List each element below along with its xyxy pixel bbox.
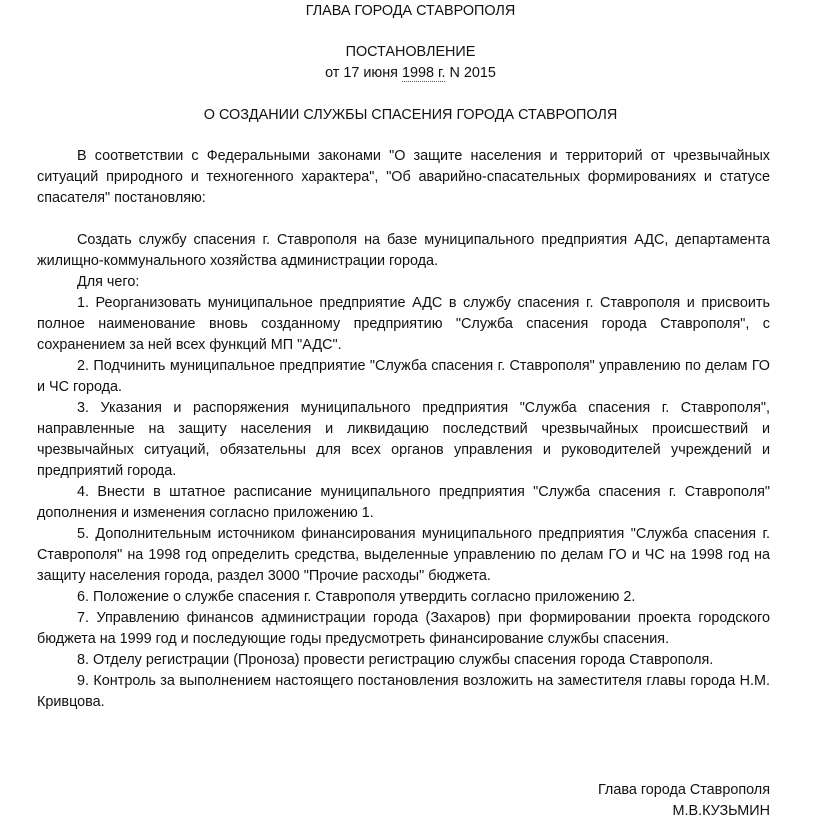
list-item: 2. Подчинить муниципальное предприятие "Служба спасения г. Ставрополя" управлению по делам ГО и ЧС города.: [37, 358, 770, 395]
list-item: 1. Реорганизовать муниципальное предприятие АДС в службу спасения г. Ставрополя и присвоить полное наименование вновь созданному предприятию "Служба спасения города Ставрополя", с сохранением за ней всех функций МП "АДС".: [37, 295, 770, 353]
date-year: 1998 г.: [401, 65, 446, 81]
document-type: ПОСТАНОВЛЕНИЕ: [345, 44, 476, 60]
purpose-lead: Для чего:: [77, 274, 140, 290]
list-item: 8. Отделу регистрации (Проноза) провести регистрацию службы спасения города Ставрополя.: [77, 652, 714, 668]
date-prefix: от 17 июня: [325, 65, 402, 81]
decision-paragraph: Создать службу спасения г. Ставрополя на базе муниципального предприятия АДС, департамента жилищно-коммунального хозяйства администрации города.: [37, 232, 770, 269]
document-body: [37, 146, 770, 713]
preamble-paragraph: В соответствии с Федеральными законами "О защите населения и территорий от чрезвычайных ситуаций природного и техногенного характера", "Об аварийно-спасательных формированиях и статусе спасателя" постановляю:: [37, 148, 770, 206]
signatory-name: М.В.КУЗЬМИН: [672, 803, 770, 819]
document-number: N 2015: [445, 65, 496, 81]
list-item: 6. Положение о службе спасения г. Ставрополя утвердить согласно приложению 2.: [77, 589, 636, 605]
list-item: 9. Контроль за выполнением настоящего постановления возложить на заместителя главы города Н.М. Кривцова.: [37, 673, 770, 710]
list-item: 4. Внести в штатное расписание муниципального предприятия "Служба спасения г. Ставрополя" дополнения и изменения согласно приложению 1.: [37, 484, 770, 521]
issuing-authority: ГЛАВА ГОРОДА СТАВРОПОЛЯ: [305, 3, 516, 19]
document-title: О СОЗДАНИИ СЛУЖБЫ СПАСЕНИЯ ГОРОДА СТАВРОПОЛЯ: [203, 107, 618, 123]
document-date-line: [0, 63, 821, 84]
list-item: 7. Управлению финансов администрации города (Захаров) при формировании проекта городского бюджета на 1999 год и последующие годы предусмотреть финансирование службы спасения.: [37, 610, 770, 647]
list-item: 5. Дополнительным источником финансирования муниципального предприятия "Служба спасения г. Ставрополя" на 1998 год определить средства, выделенные управлению по делам ГО и ЧС на 1998 год на защиту населения города, раздел 3000 "Прочие расходы" бюджета.: [37, 526, 770, 584]
list-item: 3. Указания и распоряжения муниципального предприятия "Служба спасения г. Ставрополя", направленные на защиту населения и ликвидацию последствий чрезвычайных происшествий и чрезвычайных ситуаций, обязательны для всех органов управления и руководителей учреждений и предприятий города.: [37, 400, 770, 479]
signatory-position: Глава города Ставрополя: [597, 782, 770, 798]
